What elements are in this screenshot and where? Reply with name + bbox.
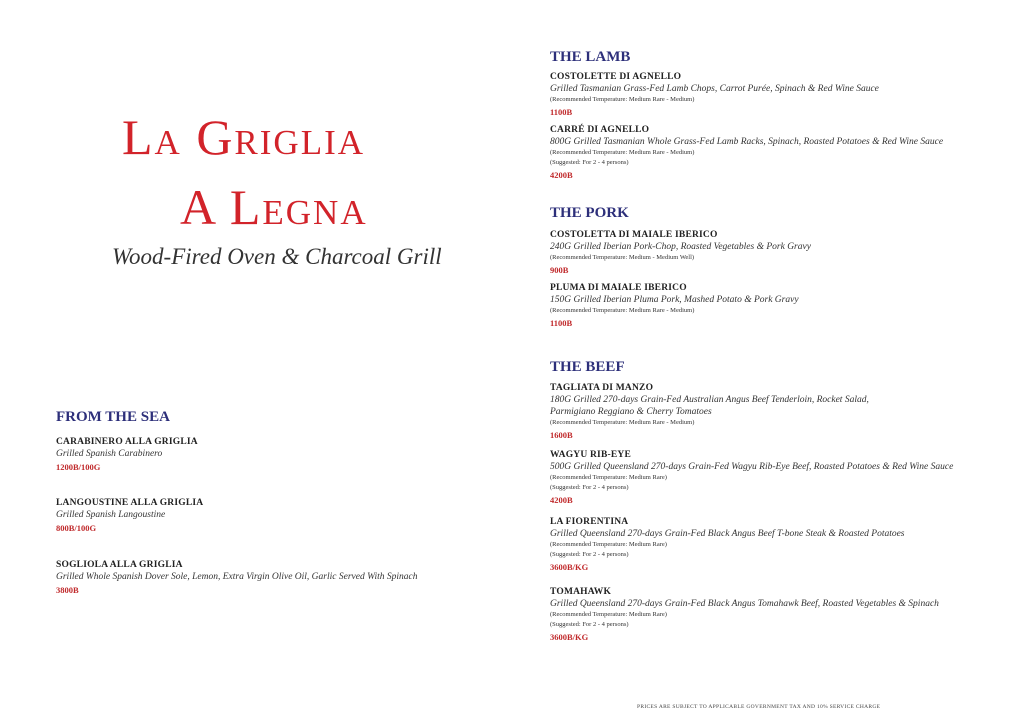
- item-name: CARRÉ DI AGNELLO: [550, 125, 650, 135]
- item-price: 1100B: [550, 318, 573, 328]
- menu-item-pluma-maiale: [550, 282, 799, 329]
- section-title-sea: FROM THE SEA: [56, 409, 170, 425]
- menu-item-wagyu-rib-eye: [550, 449, 953, 506]
- item-name: CARABINERO ALLA GRIGLIA: [56, 437, 198, 447]
- item-description: 500G Grilled Queensland 270-days Grain-Fed Wagyu Rib-Eye Beef, Roasted Potatoes & Red Wine Sauce: [550, 462, 954, 472]
- item-name: LANGOUSTINE ALLA GRIGLIA: [56, 498, 204, 508]
- item-temperature-note: (Recommended Temperature: Medium Rare - Medium): [550, 149, 695, 156]
- item-temperature-note: (Recommended Temperature: Medium Rare - Medium): [550, 96, 695, 103]
- item-description: Grilled Spanish Langoustine: [56, 510, 166, 520]
- item-suggested-note: (Suggested: For 2 - 4 persons): [550, 484, 629, 491]
- item-name: TAGLIATA DI MANZO: [550, 383, 654, 393]
- item-description: Grilled Queensland 270-days Grain-Fed Black Angus Beef T-bone Steak & Roasted Potatoes: [550, 529, 905, 539]
- item-temperature-note: (Recommended Temperature: Medium Rare): [550, 541, 667, 548]
- menu-item-carabinero: [56, 436, 198, 473]
- item-price: 3800B: [56, 585, 79, 595]
- item-description: Grilled Whole Spanish Dover Sole, Lemon, Extra Virgin Olive Oil, Garlic Served With Spinach: [56, 572, 418, 582]
- menu-title-line-1: La Griglia: [122, 109, 366, 165]
- menu-item-carre-agnello: [550, 124, 943, 181]
- item-price: 1100B: [550, 107, 573, 117]
- menu-item-costoletta-maiale: [550, 229, 811, 276]
- menu-item-tagliata-manzo: [550, 382, 869, 441]
- menu-item-costolette-agnello: [550, 71, 879, 118]
- item-temperature-note: (Recommended Temperature: Medium Rare): [550, 611, 667, 618]
- item-suggested-note: (Suggested: For 2 - 4 persons): [550, 159, 629, 166]
- item-description-line-2: Parmigiano Reggiano & Cherry Tomatoes: [550, 407, 712, 417]
- item-description: Grilled Queensland 270-days Grain-Fed Black Angus Tomahawk Beef, Roasted Vegetables & Spinach: [550, 599, 939, 609]
- item-name: COSTOLETTA DI MAIALE IBERICO: [550, 230, 718, 240]
- item-description: Grilled Tasmanian Grass-Fed Lamb Chops, Carrot Purée, Spinach & Red Wine Sauce: [550, 84, 879, 94]
- footer-tax-note: PRICES ARE SUBJECT TO APPLICABLE GOVERNMENT TAX AND 10% SERVICE CHARGE: [637, 704, 881, 710]
- item-temperature-note: (Recommended Temperature: Medium Rare - Medium): [550, 307, 695, 314]
- item-temperature-note: (Recommended Temperature: Medium - Medium Well): [550, 254, 695, 261]
- section-title-pork: THE PORK: [550, 205, 629, 221]
- item-price: 800B/100G: [56, 523, 97, 533]
- item-price: 900B: [550, 265, 569, 275]
- item-name: COSTOLETTE DI AGNELLO: [550, 72, 682, 82]
- section-title-lamb: THE LAMB: [550, 49, 631, 65]
- item-price: 1200B/100G: [56, 462, 101, 472]
- item-price: 3600B/KG: [550, 632, 589, 642]
- menu-item-langoustine: [56, 497, 203, 534]
- item-price: 3600B/KG: [550, 562, 589, 572]
- menu-subtitle: Wood-Fired Oven & Charcoal Grill: [112, 244, 442, 269]
- item-description: 180G Grilled 270-days Grain-Fed Australian Angus Beef Tenderloin, Rocket Salad,: [550, 395, 869, 405]
- item-description: 150G Grilled Iberian Pluma Pork, Mashed Potato & Pork Gravy: [550, 295, 799, 305]
- item-name: LA FIORENTINA: [550, 517, 629, 527]
- item-description: 240G Grilled Iberian Pork-Chop, Roasted Vegetables & Pork Gravy: [550, 242, 811, 252]
- item-temperature-note: (Recommended Temperature: Medium Rare - Medium): [550, 419, 695, 426]
- item-name: WAGYU RIB-EYE: [550, 450, 631, 460]
- item-suggested-note: (Suggested: For 2 - 4 persons): [550, 551, 629, 558]
- menu-item-sogliola: [56, 559, 417, 596]
- item-price: 1600B: [550, 430, 573, 440]
- section-title-beef: THE BEEF: [550, 359, 625, 375]
- item-description: 800G Grilled Tasmanian Whole Grass-Fed Lamb Racks, Spinach, Roasted Potatoes & Red Wine Sauce: [550, 137, 944, 147]
- item-name: TOMAHAWK: [550, 587, 612, 597]
- menu-item-la-fiorentina: [550, 516, 905, 573]
- item-name: PLUMA DI MAIALE IBERICO: [550, 283, 687, 293]
- menu-item-tomahawk: [550, 586, 939, 643]
- menu-title-line-2: A Legna: [180, 179, 368, 235]
- item-price: 4200B: [550, 170, 573, 180]
- item-temperature-note: (Recommended Temperature: Medium Rare): [550, 474, 667, 481]
- item-description: Grilled Spanish Carabinero: [56, 449, 163, 459]
- item-suggested-note: (Suggested: For 2 - 4 persons): [550, 621, 629, 628]
- item-price: 4200B: [550, 495, 573, 505]
- item-name: SOGLIOLA ALLA GRIGLIA: [56, 560, 183, 570]
